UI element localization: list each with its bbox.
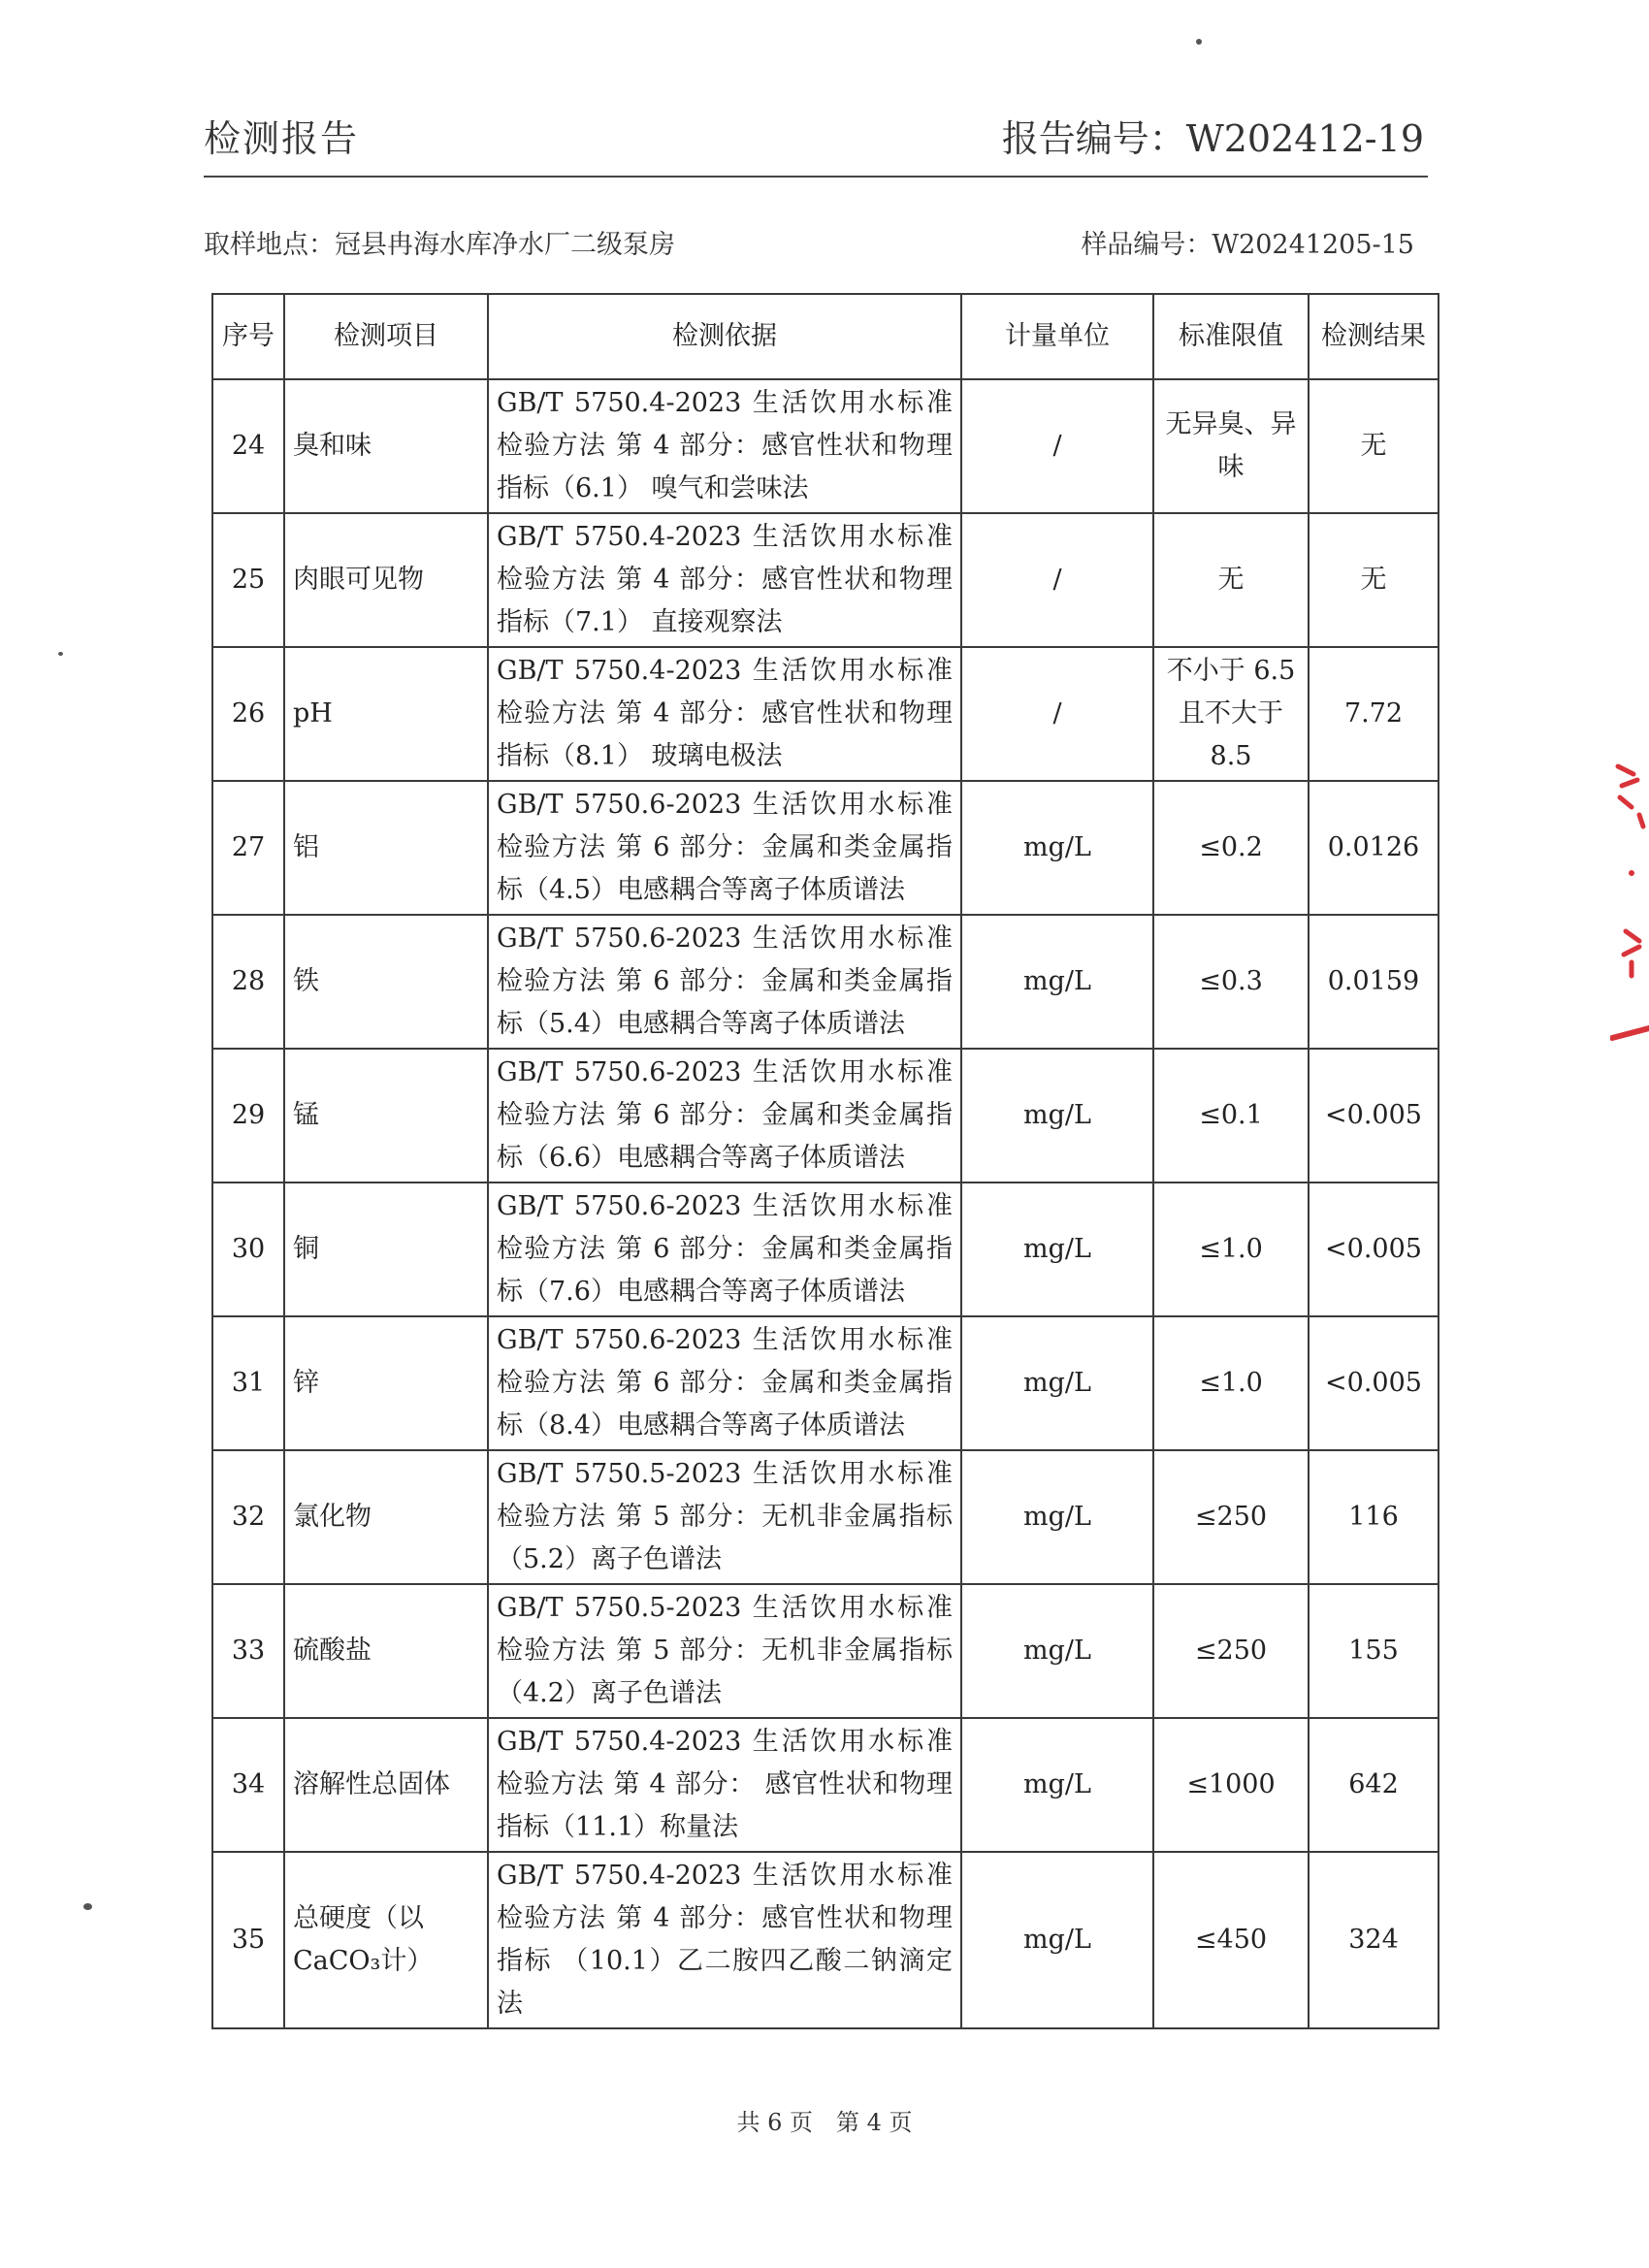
cell-limit: 无异臭、异味 [1153, 379, 1309, 513]
cell-result: 7.72 [1309, 647, 1439, 781]
cell-item: 溶解性总固体 [284, 1718, 488, 1852]
cell-limit: ≤250 [1153, 1584, 1309, 1718]
cell-no: 26 [212, 647, 284, 781]
cell-result: 116 [1309, 1450, 1439, 1584]
cell-no: 30 [212, 1183, 284, 1316]
cell-unit: mg/L [961, 781, 1153, 915]
cell-result: 无 [1309, 513, 1439, 647]
col-header-method: 检测依据 [488, 294, 961, 379]
report-number: 报告编号：W202412-19 [1001, 117, 1424, 160]
table-row [212, 1718, 1439, 1852]
cell-method: GB/T 5750.4-2023 生活饮用水标准检验方法 第 4 部分：感官性状和物理指标 （10.1）乙二胺四乙酸二钠滴定法 [488, 1852, 961, 2028]
cell-result: 无 [1309, 379, 1439, 513]
cell-result: <0.005 [1309, 1183, 1439, 1316]
cell-no: 32 [212, 1450, 284, 1584]
cell-limit: ≤450 [1153, 1852, 1309, 2028]
cell-item: 氯化物 [284, 1450, 488, 1584]
cell-item: 锰 [284, 1049, 488, 1183]
cell-method: GB/T 5750.4-2023 生活饮用水标准检验方法 第 4 部分：感官性状和物理指标（6.1） 嗅气和尝味法 [488, 379, 961, 513]
cell-method: GB/T 5750.4-2023 生活饮用水标准检验方法 第 4 部分： 感官性状和物理指标（11.1）称量法 [488, 1718, 961, 1852]
cell-no: 31 [212, 1316, 284, 1450]
cell-item: 铝 [284, 781, 488, 915]
cell-no: 25 [212, 513, 284, 647]
cell-unit: mg/L [961, 915, 1153, 1049]
cell-no: 28 [212, 915, 284, 1049]
table-row [212, 781, 1439, 915]
cell-no: 34 [212, 1718, 284, 1852]
cell-limit: ≤0.2 [1153, 781, 1309, 915]
cell-result: 642 [1309, 1718, 1439, 1852]
cell-unit: mg/L [961, 1450, 1153, 1584]
cell-unit: / [961, 379, 1153, 513]
sample-number: 样品编号：W20241205-15 [1081, 230, 1414, 260]
col-header-limit: 标准限值 [1153, 294, 1309, 379]
cell-limit: ≤0.1 [1153, 1049, 1309, 1183]
cell-item: 总硬度（以CaCO₃计） [284, 1852, 488, 2028]
cell-unit: / [961, 513, 1153, 647]
cell-unit: mg/L [961, 1049, 1153, 1183]
cell-item: pH [284, 647, 488, 781]
scan-speck [1196, 39, 1202, 45]
cell-limit: 无 [1153, 513, 1309, 647]
cell-result: 0.0159 [1309, 915, 1439, 1049]
cell-unit: / [961, 647, 1153, 781]
cell-method: GB/T 5750.5-2023 生活饮用水标准检验方法 第 5 部分：无机非金属指标（4.2）离子色谱法 [488, 1584, 961, 1718]
table-row [212, 1450, 1439, 1584]
report-title: 检测报告 [204, 117, 360, 160]
table-header-row [212, 294, 1439, 379]
cell-item: 锌 [284, 1316, 488, 1450]
cell-no: 29 [212, 1049, 284, 1183]
cell-limit: ≤0.3 [1153, 915, 1309, 1049]
table-row [212, 379, 1439, 513]
cell-method: GB/T 5750.6-2023 生活饮用水标准检验方法 第 6 部分：金属和类金属指标（8.4）电感耦合等离子体质谱法 [488, 1316, 961, 1450]
col-header-result: 检测结果 [1309, 294, 1439, 379]
table-row [212, 647, 1439, 781]
table-row [212, 1584, 1439, 1718]
cell-limit: 不小于 6.5 且不大于 8.5 [1153, 647, 1309, 781]
header-divider [204, 176, 1428, 178]
cell-method: GB/T 5750.6-2023 生活饮用水标准检验方法 第 6 部分：金属和类金属指标（6.6）电感耦合等离子体质谱法 [488, 1049, 961, 1183]
cell-unit: mg/L [961, 1718, 1153, 1852]
table-row [212, 513, 1439, 647]
cell-result: 0.0126 [1309, 781, 1439, 915]
cell-unit: mg/L [961, 1316, 1153, 1450]
cell-no: 27 [212, 781, 284, 915]
cell-limit: ≤250 [1153, 1450, 1309, 1584]
cell-unit: mg/L [961, 1852, 1153, 2028]
cell-result: <0.005 [1309, 1049, 1439, 1183]
col-header-no: 序号 [212, 294, 284, 379]
seal-stamp-fragment [1610, 747, 1649, 1057]
results-table [211, 293, 1439, 2029]
cell-result: <0.005 [1309, 1316, 1439, 1450]
table-row [212, 1316, 1439, 1450]
cell-method: GB/T 5750.6-2023 生活饮用水标准检验方法 第 6 部分：金属和类金属指标（7.6）电感耦合等离子体质谱法 [488, 1183, 961, 1316]
cell-result: 155 [1309, 1584, 1439, 1718]
cell-item: 硫酸盐 [284, 1584, 488, 1718]
cell-item: 肉眼可见物 [284, 513, 488, 647]
cell-item: 臭和味 [284, 379, 488, 513]
scan-speck [83, 1903, 92, 1910]
cell-limit: ≤1000 [1153, 1718, 1309, 1852]
table-row [212, 1049, 1439, 1183]
table-row [212, 915, 1439, 1049]
cell-method: GB/T 5750.4-2023 生活饮用水标准检验方法 第 4 部分：感官性状和物理指标（8.1） 玻璃电极法 [488, 647, 961, 781]
page-counter: 共 6 页 第 4 页 [736, 2109, 913, 2136]
cell-no: 35 [212, 1852, 284, 2028]
cell-method: GB/T 5750.6-2023 生活饮用水标准检验方法 第 6 部分：金属和类金属指标（5.4）电感耦合等离子体质谱法 [488, 915, 961, 1049]
cell-item: 铜 [284, 1183, 488, 1316]
sampling-location: 取样地点：冠县冉海水库净水厂二级泵房 [204, 230, 675, 260]
cell-method: GB/T 5750.4-2023 生活饮用水标准检验方法 第 4 部分：感官性状和物理指标（7.1） 直接观察法 [488, 513, 961, 647]
cell-limit: ≤1.0 [1153, 1316, 1309, 1450]
table-row [212, 1183, 1439, 1316]
col-header-item: 检测项目 [284, 294, 488, 379]
cell-unit: mg/L [961, 1183, 1153, 1316]
col-header-unit: 计量单位 [961, 294, 1153, 379]
scan-speck [58, 652, 63, 656]
cell-result: 324 [1309, 1852, 1439, 2028]
cell-method: GB/T 5750.6-2023 生活饮用水标准检验方法 第 6 部分：金属和类金属指标（4.5）电感耦合等离子体质谱法 [488, 781, 961, 915]
cell-no: 33 [212, 1584, 284, 1718]
cell-item: 铁 [284, 915, 488, 1049]
cell-method: GB/T 5750.5-2023 生活饮用水标准检验方法 第 5 部分：无机非金属指标（5.2）离子色谱法 [488, 1450, 961, 1584]
cell-limit: ≤1.0 [1153, 1183, 1309, 1316]
cell-no: 24 [212, 379, 284, 513]
table-row [212, 1852, 1439, 2028]
cell-unit: mg/L [961, 1584, 1153, 1718]
